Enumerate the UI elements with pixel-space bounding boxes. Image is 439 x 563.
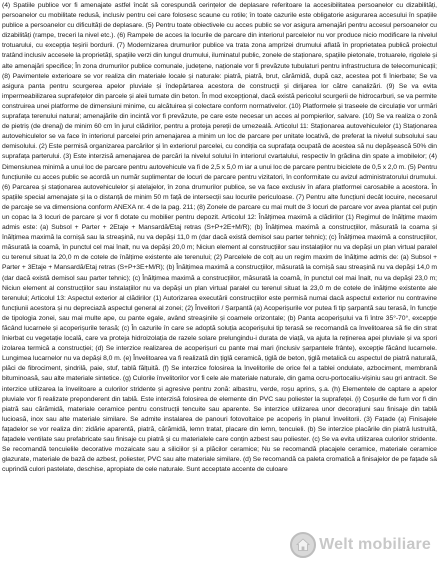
document-body-text: (4) Spatiile publice vor fi amenajate astfel încât să corespundă cerințelor de deplasare referitoare la accesibilitatea persoanelor cu dizabilități, persoanelor cu mobilitate redusă, inclusiv pentru cei care folosesc scaune cu rotile; în toate cazurile este obligatorie asigurarea accesului în spațiile publice a persoanelor cu dificultăți de deplasare. (5) Pentru toate obiectivele cu acces public se vor asigura amenajări pentru accesul persoanelor cu dizabilități (rampe, treceri la nivel etc.). (6) Rampele de acces la locurile de parcare din interiorul parcelelor nu vor produce nicio modificare la nivelul trotuarului, cu excepția teșirii bordurii. (7) Modernizarea drumurilor publice va trata zona amprizei drumului aflată în proprietatea publică proiectul tratând inclusiv accesele la proprietăți, spațiile verzi din lungul drumului, iluminatul public, zonele de staționare, spațiile pietonale, trotuarele, rigolele și alte amenajări specifice; În zona drumurilor publice comunale, județene, naționale vor fi prevăzute tubulaturi pentru infrastructura de telecomunicații; (8) Pavimentele exterioare se vor realiza din materiale locale și naturale: piatră, piatră, brut, cărămidă, după caz, acestea pot fi înierbate; Se va asigura panta pentru scurgerea apelor pluviale și îndepărtarea acestora de construcții și dirijarea lor către canalizări. (9) Se va evita impermeabilizarea suprafețelor din parcele și aleii tumate din beton. În mod excepțional, dacă există pericolul scurgerii de hidrocarburi, se va permite construirea unei platforme de dimensiuni minime, cu alcătuirea și colectare conform normativelor. (10) Platformele și traseele de circulație vor urmări suprafața terenului natural; amenajările din incintă vor fi prevăzute, pe care este necesar un acces al pompierilor, salvare. (10) Se va realiza o zonă de pietriș (de drenaj) de minim 60 cm în jurul clădirilor, pentru a proteja pereții de umezeală. Articolul 11: Staționarea autovehiculelor (1) Staționarea autovehiculelor se va face în interiorul parcelei prin amenajarea a minim un loc de parcare per unitate locativă, de preferat la nivelul subsolului sau demisolului. (2) Este permisă organizarea parcărilor și în exteriorul parcelei, cu condiția ca suprafața ocupată de acestea să nu depășească 50% din suprafața parterului. (3) Este interzisă amenajarea de parcări la nivelul solului în interiorul cvartalului, respectiv în grădina din spate a imobilelor; (4) Dimensiunea minimă a unui loc de parcare pentru autovehicule va fi de 2,5 x 5,0 m iar a unui loc de parcare pentru biciclete de 0,5 x 2,0 m. (5) Pentru funcțiunile cu acces public se acordă un număr suplimentar de locuri de parcare pentru vizitatori, în conformitate cu avizul administratorului drumului. (6) Parcarea și staționarea autovehiculelor și atelajelor, în zona drumurilor publice, se va face exclusiv în afara platformei carosabile a acestora. În spațiile special amenajate și la o distanță de minim 50 m față de intersecții sau locurile periculoase. (7) Pentru alte funcțiuni decât locuire, necesarul de parcaje se va dimensiona conform ANEXA nr. 4 de la pag. 211; (8) Zonele de parcare cu mai mult de 3 locuri de parcare vor avea plantat cel puțin un copac la 3 locuri de parcare și vor fi dotate cu mobilier pentru depozit. Articolul 12: Înălțimea maximă a clădirilor (1) Regimul de înălțime maxim admis este: (a) Subsol + Parter + 2Etaje + Mansardă/Etaj retras (S+P+2E+M/R); (b) Înălțimea maximă a construcțiilor, măsurată la coama și înălțimea maximă la cornișă sau la streașină, nu va depăși 11,0 m (dar dacă există demisol sau parter tehnic); (c) Înălțimea maximă a construcțiilor, măsurată la coamă, în punctul cel mai înalt, nu va depăși 20,0 m; Niciun element al construcțiilor sau instalațiilor nu va depăși un plan virtual paralel cu terenul situat la 20,0 m de cotele de înălțime existente ale terenului; (2) Parcelele de colț au un regim maxim de înălțime admis de: (a) Subsol + Parter + 3Etaje + Mansardă/Etaj retras (S+P+3E+M/R); (b) Înălțimea maximă a construcțiilor, măsurată la cornișă sau streașină nu va depăși 14,0 m (dar dacă există demisol sau parter tehnic); (c) Înălțimea maximă a construcțiilor, măsurată la coamă, în punctul cel mai înalt, nu va depăși 23,0 m; Niciun element al construcțiilor sau instalațiilor nu va depăși un plan virtual paralel cu terenul situat la 23,0 m de cotele de înălțime existente ale terenului; Articolul 13: Aspectul exterior al clădirilor (1) Autorizarea executării construcțiilor este permisă numai dacă aspectul exterior nu contravine funcțiunii acestora și nu depreciază aspectul general al zonei; (2) Învelitori / Șarpantă (a) Acoperișurile vor putea fi tip șarpantă sau terasă, în funcție de tipologia zonei, sau mai multe ape, cu pante egale, având streașinile și coamele orizontale; (b) Panta acoperișului va fi între 35°-70°, excepție făcând lucarnele și acoperișurile terasă; (c) În cazurile în care se adoptă soluția acoperișului tip terasă se recomandă ca învelitoarea să fie din strat înierbat cu vegetație locală, care va proteja hidroizolația de razele solare prelungindu-i durata de viață, va ajuta la reținerea apei pluviale și va spori izolarea termică a construcției; (d) Se interzice realizarea de acoperișuri cu pante mai mari (inclusiv șarpantele frânte), excepție făcând lucarnele. Lungimea lucarnelor nu va depăși 8,0 m. (e) Învelitoarea va fi realizată din țiglă ceramică, țiglă de beton, țiglă metalică cu aspectul de piatră naturală, plăci de fibrociment, șindrilă, paie, stuf, tablă fălțuită. (f) Se interzice folosirea la învelitorile de orice fel a tablei ondulate, azbociment, membrană bituminoasă, sau alte materiale sintetice. (g) Culorile învelitorilor vor fi cele ale materiale naturale, din gama ocru-portocaliu-vișiniu sau gri antracit. Se interzice utilizarea la învelitoare a culorilor stridente și agresive pentru zonă: albastru, verde, roșu aprins, ș.a. (h) Elementele de captare a apelor pluviale vor fi realizate preponderent din tablă. Este interzisă folosirea de elemente din PVC sau poliester la suprafeței. (i) Coșurile de fum vor fi din piatră sau cărămidă, materiale ceramice pentru construcții tencuite sau aparente. Se interzice utilizarea unor decorațiuni sau finisaje din tablă lucioasă, inox sau alte materiale similare. Se admite instalarea de panouri fotovoltaice pe acoperiș în planul învelitorii. (3) Fațade (a) Finisajele fațadelor se vor realiza din: zidărie aparentă, piatră, cărămidă, lemn tratat, placare din lemn, tencuieli. (b) Se interzice placările din piatră lustruită, fațadele ventilate sau prefabricate sau finisaje cu piatră și cu materialele care conțin azbest sau poliester. (c) Se va evita utilizarea culorilor stridente. Se recomandă tencuielile decorative mozaicate sau a siliciilor și a plăcilor ceramice; Nu se recomandă placajele ceramice, materiale ceramice glazurate, materiale de bază de azbest, poliester, PVC sau alte materiale similare. (d) Se recomandă ca paleta cromatică a finisajelor de pe fațade să cuprindă culori pastelate, deschise, apropiate de cele naturale. Sunt acceptate accente de culoare bbox=[2, 2, 437, 474]
house-logo-icon bbox=[290, 532, 316, 558]
watermark-brand: Welt mobiliare bbox=[319, 536, 431, 553]
watermark bbox=[286, 530, 435, 560]
